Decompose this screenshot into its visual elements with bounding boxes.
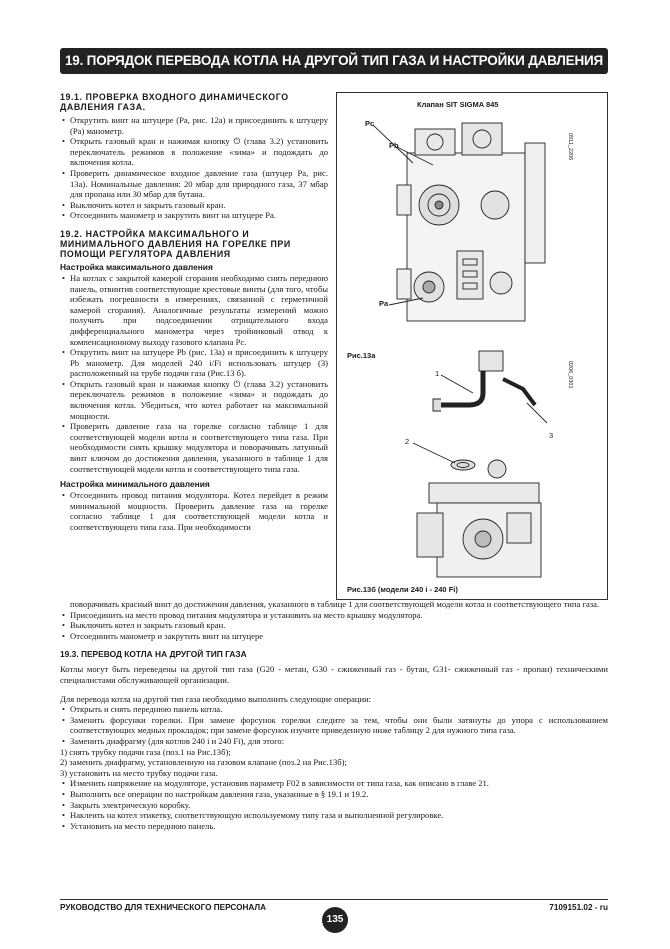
- callout-1: 1: [435, 369, 440, 378]
- caption-13a: Рис.13а: [347, 351, 376, 360]
- left-column: [60, 92, 328, 533]
- full-width-section: [60, 599, 608, 831]
- list-item: • Присоединить на место провод питания модулятора и установить на место крышку модулятора.: [60, 610, 608, 621]
- list-item: • Закрыть электрическую коробку.: [60, 800, 608, 811]
- sec2-heading: 19.2. НАСТРОЙКА МАКСИМАЛЬНОГО И МИНИМАЛЬНОГО ДАВЛЕНИЯ НА ГОРЕЛКЕ ПРИ ПОМОЩИ РЕГУЛЯТОРА ДАВЛЕНИЯ: [60, 228, 291, 259]
- valve-title: Клапан SIT SIGMA 845: [417, 100, 499, 109]
- sec3-list-a: [60, 704, 608, 746]
- sec3-ops-intro: Для перевода котла на другой тип газа необходимо выполнить следующие операции:: [60, 693, 372, 704]
- list-item: • Открыть газовый кран и нажимая кнопку ⏻ (глава 3.2) установить переключатель режимов в положение «зима» и подождать до включения котла.: [60, 136, 328, 168]
- list-item: • Выключить котел и закрыть газовый кран.: [60, 620, 608, 631]
- sec3-intro: Котлы могут быть переведены на другой тип газа (G20 - метан, G30 - сжиженный газ - бутан, G31- сжиженный газ - пропан) техническими специалистами обслуживающей организации.: [60, 664, 608, 685]
- list-item: • Отсоединить провод питания модулятора. Котел перейдет в режим минимальной мощности. Проверить давление газа на горелке согласно таблице 1 для соответствующей модели котла и соответствующего типа газа. При необходимости: [60, 490, 328, 532]
- callout-2: 2: [405, 437, 410, 446]
- min-pressure-heading: Настройка минимального давления: [60, 479, 210, 490]
- min-pressure-list: [60, 490, 328, 532]
- min-item-continuation: поворачивать красный винт до достижения давления, указанного в таблице 1 для соответствующей модели котла и соответствующего типа газа.: [70, 599, 600, 609]
- footer-left: РУКОВОДСТВО ДЛЯ ТЕХНИЧЕСКОГО ПЕРСОНАЛА: [60, 903, 267, 912]
- list-item: • Отсоединить манометр и закрутить винт на штуцере: [60, 631, 608, 642]
- list-item: • Открутить винт на штуцере (Ра, рис. 12а) и присоединить к штуцеру (Ра) манометр.: [60, 115, 328, 136]
- list-item: • Открыть и снять переднюю панель котла.: [60, 704, 608, 715]
- numbered-step: 1) снять трубку подачи газа (поз.1 на Рис.13б);: [60, 746, 231, 757]
- section-title-bar: [60, 48, 608, 74]
- list-item: • Проверить динамическое входное давление газа (штуцер Ра, рис. 13а). Номинальные давления: 20 мбар для природного газа, 37 мбар для пропана или 30 мбар для бутана.: [60, 168, 328, 200]
- list-item: • Выключить котел и закрыть газовый кран.: [60, 200, 328, 211]
- label-pc: Pc: [365, 119, 375, 128]
- callout-3: 3: [549, 431, 554, 440]
- list-item: • Наклеить на котел этикетку, соответствующую используемому типу газа и выполненной регулировке.: [60, 810, 608, 821]
- sec1-list: [60, 115, 328, 221]
- list-item: • Заменить диафрагму (для котлов 240 i и 240 Fi), для этого:: [60, 736, 608, 747]
- list-item: • Установить на место переднюю панель.: [60, 821, 608, 832]
- sec3-heading: 19.3. ПЕРЕВОД КОТЛА НА ДРУГОЙ ТИП ГАЗА: [60, 649, 247, 660]
- valve-diagram-13b: [413, 351, 547, 577]
- list-item: • Отсоединить манометр и закрутить винт на штуцере Ра.: [60, 210, 328, 221]
- sec1-heading: 19.1. ПРОВЕРКА ВХОДНОГО ДИНАМИЧЕСКОГО ДАВЛЕНИЯ ГАЗА.: [60, 92, 289, 112]
- sec2-tail-list: [60, 610, 608, 642]
- section-title: 19. ПОРЯДОК ПЕРЕВОДА КОТЛА НА ДРУГОЙ ТИП ГАЗА И НАСТРОЙКИ ДАВЛЕНИЯ: [64, 53, 604, 68]
- numbered-step: 2) заменить диафрагму, установленную на газовом клапане (поз.2 на Рис.13б);: [60, 757, 347, 768]
- label-pa: Pa: [379, 299, 389, 308]
- drawing-code-b: 0206_0301: [567, 361, 573, 389]
- label-pb: Pb: [389, 141, 399, 150]
- list-item: • Открыть газовый кран и нажимая кнопку ⏻ (глава 3.2) установить переключатель режимов в положение «зима» и подождать до включения котла. Убедиться, что котел работает на максимальной мощности.: [60, 379, 328, 421]
- max-pressure-heading: Настройка максимального давления: [60, 261, 213, 272]
- list-item: • Открутить винт на штуцере Рb (рис. 13а) и присоединить к штуцеру Рb манометр. Для моделей 240 i/Fi использовать штуцер (3) расположенный на трубе подачи газа (Рис.13 б).: [60, 347, 328, 379]
- valve-diagrams: [337, 93, 607, 599]
- caption-13b: Рис.13б (модели 240 i - 240 Fi): [347, 585, 458, 594]
- page-number: 135: [322, 907, 348, 933]
- footer-divider: [60, 899, 608, 900]
- numbered-step: 3) установить на место трубку подачи газа.: [60, 767, 218, 778]
- drawing-code-a: 0911_2206: [567, 133, 573, 161]
- list-item: • На котлах с закрытой камерой сгорания необходимо снять переднюю панель, отвинтив соответствующие крестовые винты (для того, чтобы избежать погрешности в измерениях, связанной с герметичной камерой сгорания). Аналогичные результаты измерений можно получить при подсоединении отрицательного входа дифференциального манометра через тройниковый отвод к компенсационному выходу газового клапана Рс.: [60, 273, 328, 347]
- list-item: • Изменить напряжение на модуляторе, установив параметр F02 в зависимости от типа газа, как описано в главе 21.: [60, 778, 608, 789]
- list-item: • Заменить форсунки горелки. При замене форсунок горелки следите за тем, чтобы они были затянуты до упора с использованием соответствующих медных прокладок; при замене форсунок изучите приведенную ниже таблицу 2 для нужного типа газа.: [60, 715, 608, 736]
- sec3-list-b: [60, 778, 608, 831]
- valve-diagram-13a: [373, 123, 545, 321]
- max-pressure-list: [60, 273, 328, 474]
- figure-panel: [336, 92, 608, 600]
- footer-right: 7109151.02 - ru: [549, 903, 608, 912]
- list-item: • Проверить давление газа на горелке согласно таблице 1 для соответствующей модели котла и соответствующего типа газа. При необходимости снять крышку модулятора и поворачивать латунный винт ключом до достижения давления, указанного в таблице 1 для соответствующей модели котла и соответствующего типа газа.: [60, 421, 328, 474]
- list-item: • Выполнить все операции по настройкам давления газа, указанные в § 19.1 и 19.2.: [60, 789, 608, 800]
